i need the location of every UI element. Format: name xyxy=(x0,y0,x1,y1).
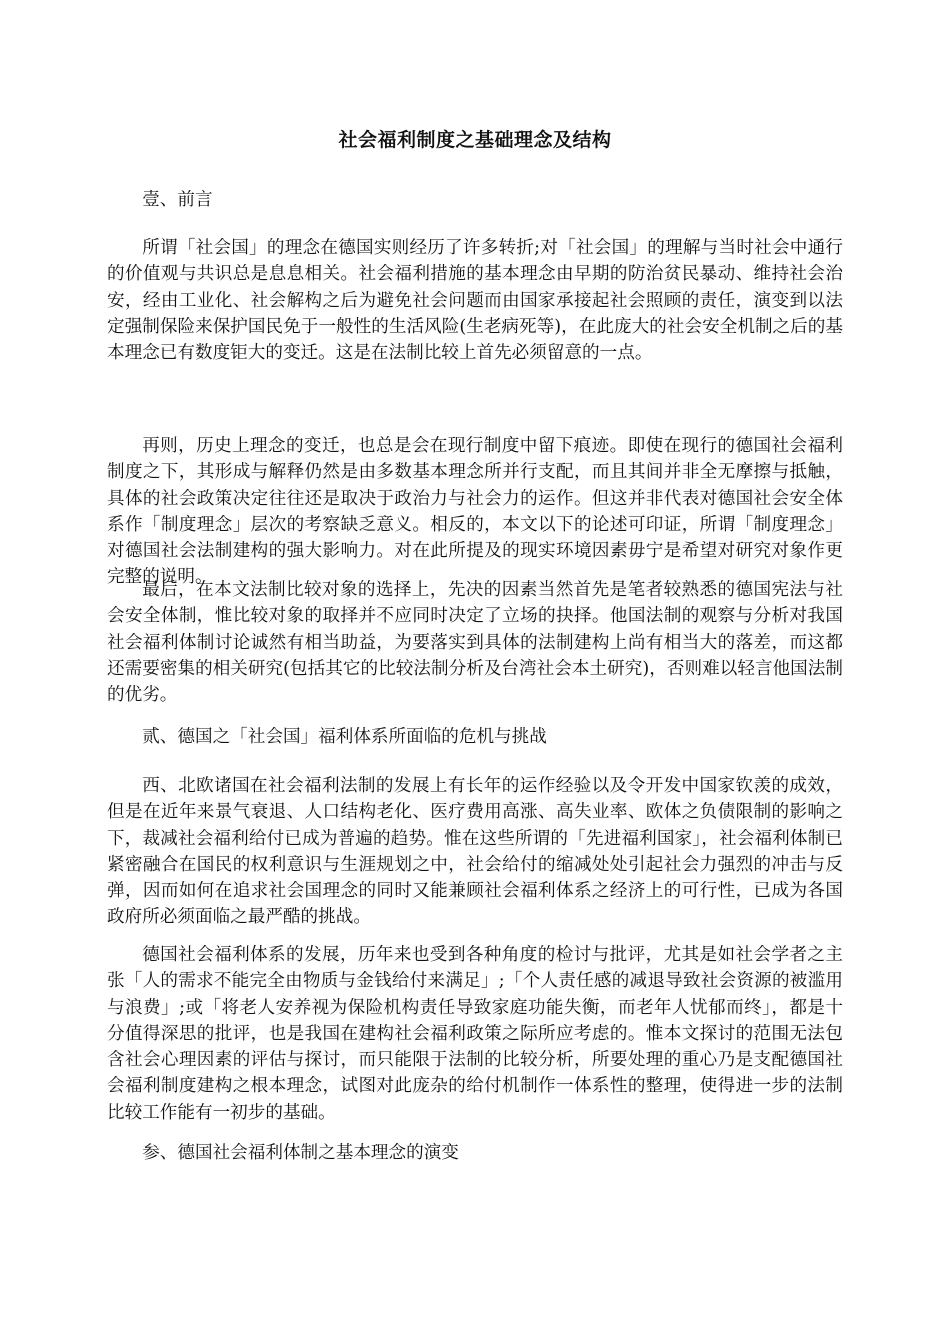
section-heading-3: 参、德国社会福利体制之基本理念的演变 xyxy=(142,1143,459,1163)
paragraph-5: 德国社会福利体系的发展，历年来也受到各种角度的检讨与批评，尤其是如社会学者之主张「人的需求不能完全由物质与金钱给付来满足」;「个人责任感的减退导致社会资源的被滥用与浪费」;或「将老人安养视为保险机构责任导致家庭功能失衡，而老年人忧郁而终」，都是十分值得深思的批评，也是我国在建构社会福利政策之际所应考虑的。惟本文探讨的范围无法包含社会心理因素的评估与探讨，而只能限于法制的比较分析，所要处理的重心乃是支配德国社会福利制度建构之根本理念，试图对此庞杂的给付机制作一体系性的整理，使得进一步的法制比较工作能有一初步的基础。 xyxy=(107,945,843,1123)
paragraph-3: 最后，在本文法制比较对象的选择上，先决的因素当然首先是笔者较熟悉的德国宪法与社会安全体制，惟比较对象的取择并不应同时决定了立场的抉择。他国法制的观察与分析对我国社会福利体制讨论诚然有相当助益，为要落实到具体的法制建构上尚有相当大的落差，而这都还需要密集的相关研究(包括其它的比较法制分析及台湾社会本土研究)，否则难以轻言他国法制的优劣。 xyxy=(107,580,843,706)
paragraph-2: 再则，历史上理念的变迁，也总是会在现行制度中留下痕迹。即使在现行的德国社会福利制度之下，其形成与解释仍然是由多数基本理念所并行支配，而且其间并非全无摩擦与抵触，具体的社会政策决定往往还是取决于政治力与社会力的运作。但这并非代表对德国社会安全体系作「制度理念」层次的考察缺乏意义。相反的，本文以下的论述可印证，所谓「制度理念」对德国社会法制建构的强大影响力。对在此所提及的现实环境因素毋宁是希望对研究对象作更完整的说明。 xyxy=(107,436,843,588)
document-title: 社会福利制度之基础理念及结构 xyxy=(338,129,612,151)
section-heading-1: 壹、前言 xyxy=(142,190,213,210)
paragraph-4: 西、北欧诸国在社会福利法制的发展上有长年的运作经验以及令开发中国家钦羡的成效，但是在近年来景气衰退、人口结构老化、医疗费用高涨、高失业率、欧体之负债限制的影响之下，裁减社会福利给付已成为普遍的趋势。惟在这些所谓的「先进福利国家」，社会福利体制已紧密融合在国民的权利意识与生涯规划之中，社会给付的缩减处处引起社会力强烈的冲击与反弹，因而如何在追求社会国理念的同时又能兼顾社会福利体系之经济上的可行性，已成为各国政府所必须面临之最严酷的挑战。 xyxy=(107,776,843,928)
section-heading-2: 贰、德国之「社会国」福利体系所面临的危机与挑战 xyxy=(142,727,547,747)
paragraph-1: 所谓「社会国」的理念在德国实则经历了许多转折;对「社会国」的理解与当时社会中通行的价值观与共识总是息息相关。社会福利措施的基本理念由早期的防治贫民暴动、维持社会治安，经由工业化、社会解构之后为避免社会问题而由国家承接起社会照顾的责任，演变到以法定强制保险来保护国民免于一般性的生活风险(生老病死等)，在此庞大的社会安全机制之后的基本理念已有数度钜大的变迁。这是在法制比较上首先必须留意的一点。 xyxy=(107,238,843,364)
